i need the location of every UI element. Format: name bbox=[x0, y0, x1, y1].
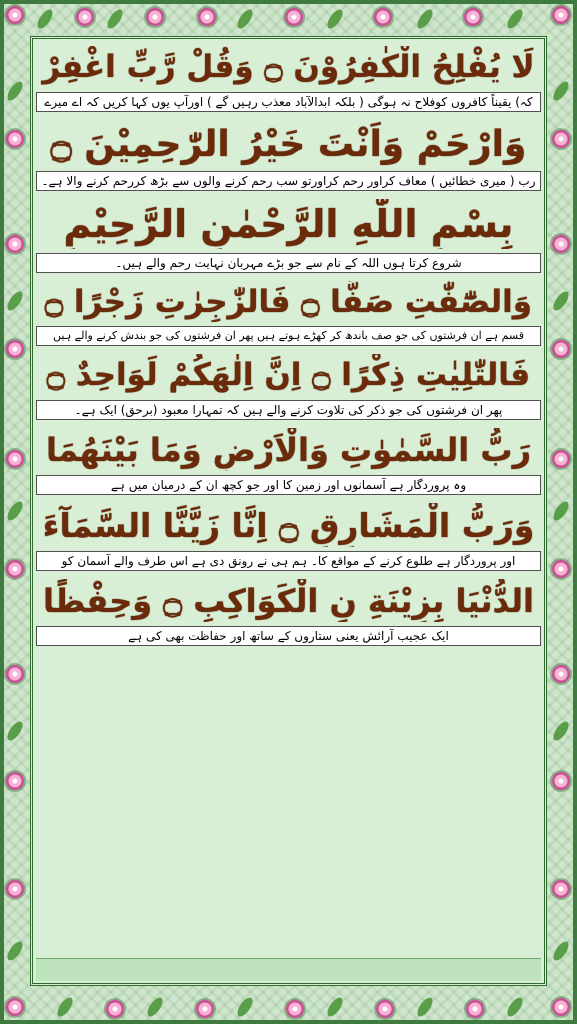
flower-ornament-icon bbox=[552, 340, 570, 358]
flower-ornament-icon bbox=[285, 8, 303, 26]
urdu-translation-line: قسم ہے ان فرشتوں کی جو صف باندھ کر کھڑے ہوتے ہیں پھر ان فرشتوں کی جو بندش کرنے والے ہیں bbox=[36, 326, 541, 346]
flower-ornament-icon bbox=[552, 450, 570, 468]
flower-ornament-icon bbox=[6, 560, 24, 578]
flower-ornament-icon bbox=[6, 998, 24, 1016]
flower-ornament-icon bbox=[376, 1000, 394, 1018]
flower-ornament-icon bbox=[6, 6, 24, 24]
flower-ornament-icon bbox=[552, 772, 570, 790]
arabic-verse-line: وَارْحَمْ وَاَنْتَ خَيْرُ الرّٰحِمِيْنَ ۝ bbox=[50, 123, 527, 165]
arabic-verse-line: فَالتّٰلِيٰتِ ذِكْرًا ۝ اِنَّ اِلٰهَكُمْ لَوَاحِدٌ ۝ bbox=[46, 357, 531, 394]
flower-ornament-icon bbox=[552, 235, 570, 253]
flower-ornament-icon bbox=[6, 665, 24, 683]
arabic-verse-line: لَا يُفْلِحُ الْكٰفِرُوْنَ ۝ وَقُلْ رَّبِّ اغْفِرْ bbox=[42, 49, 535, 85]
flower-ornament-icon bbox=[146, 8, 164, 26]
flower-ornament-icon bbox=[6, 772, 24, 790]
flower-ornament-icon bbox=[466, 1000, 484, 1018]
urdu-translation-line: وہ پروردگار ہے آسمانوں اور زمین کا اور جو کچھ ان کے درمیان میں ہے bbox=[36, 475, 541, 495]
flower-ornament-icon bbox=[6, 880, 24, 898]
arabic-verse-line: وَالصّٰٓفّٰتِ صَفًّا ۝ فَالزّٰجِرٰتِ زَجْرًا ۝ bbox=[44, 283, 533, 320]
flower-ornament-icon bbox=[552, 880, 570, 898]
basmala-line: بِسْمِ اللّٰهِ الرَّحْمٰنِ الرَّحِيْمِ bbox=[63, 202, 514, 247]
flower-ornament-icon bbox=[6, 450, 24, 468]
flower-ornament-icon bbox=[6, 235, 24, 253]
urdu-translation-line: ایک عجیب آرائش یعنی ستاروں کے ساتھ اور حفاظت بھی کی ہے bbox=[36, 626, 541, 646]
arabic-verse-line: وَرَبُّ الْمَشَارِقِ ۝ اِنَّا زَيَّنَّا السَّمَآءَ bbox=[42, 505, 535, 545]
urdu-translation-line: رب ( میری خطائیں ) معاف کراور رحم کراورتو سب رحم کرنے والوں سے بڑھ کررحم کرنے والا ہے۔ bbox=[36, 171, 541, 191]
flower-ornament-icon bbox=[76, 8, 94, 26]
flower-ornament-icon bbox=[374, 8, 392, 26]
flower-ornament-icon bbox=[552, 130, 570, 148]
flower-ornament-icon bbox=[6, 340, 24, 358]
flower-ornament-icon bbox=[464, 8, 482, 26]
flower-ornament-icon bbox=[6, 130, 24, 148]
flower-ornament-icon bbox=[552, 6, 570, 24]
arabic-verse-line: الدُّنْيَا بِزِيْنَةِ نِ الْكَوَاكِبِ ۝ وَحِفْظًا bbox=[42, 581, 534, 620]
flower-ornament-icon bbox=[106, 1000, 124, 1018]
urdu-translation-line: پھر ان فرشتوں کی جو ذکر کی تلاوت کرنے والے ہیں کہ تمہارا معبود (برحق) ایک ہے۔ bbox=[36, 400, 541, 420]
bottom-blank-strip bbox=[36, 958, 541, 981]
flower-ornament-icon bbox=[552, 998, 570, 1016]
flower-ornament-icon bbox=[286, 1000, 304, 1018]
verses-container bbox=[36, 46, 541, 976]
urdu-translation-line: اور پروردگار ہے طلوع کرنے کے مواقع کا۔ ہم ہی نے رونق دی ہے اس طرف والے آسمان کو bbox=[36, 551, 541, 571]
flower-ornament-icon bbox=[196, 1000, 214, 1018]
arabic-verse-line: رَبُّ السَّمٰوٰتِ وَالْاَرْضِ وَمَا بَيْنَهُمَا bbox=[46, 431, 531, 469]
urdu-translation-line: کہ) یقیناً کافروں کوفلاح نہ ہوگی ( بلکہ ابدالآباد معذب رہیں گے ) اورآپ یوں کہا کریں کہ اے میرے bbox=[36, 92, 541, 112]
urdu-translation-line: شروع کرتا ہوں اللہ کے نام سے جو بڑے مہربان نہایت رحم والے ہیں۔ bbox=[36, 253, 541, 273]
flower-ornament-icon bbox=[552, 560, 570, 578]
flower-ornament-icon bbox=[198, 8, 216, 26]
flower-ornament-icon bbox=[552, 665, 570, 683]
